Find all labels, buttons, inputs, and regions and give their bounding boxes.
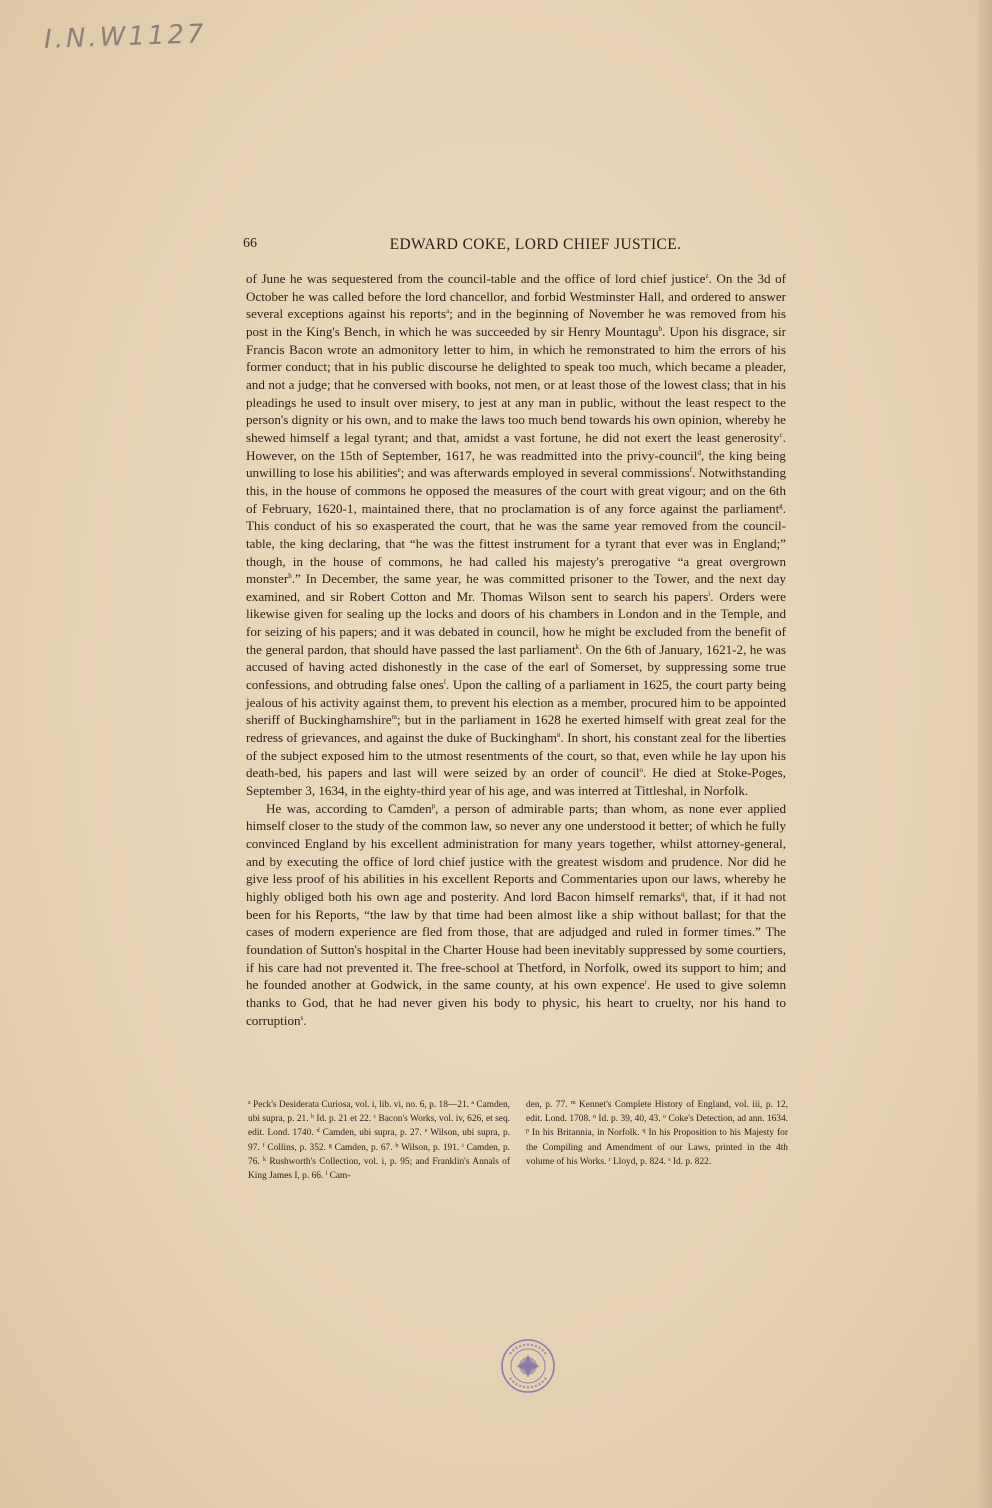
text-run: . He died at Stoke-Poges, September 3, 1634, in the eighty-third year of his age, and was interred at Tittleshal, in Norfolk. bbox=[246, 765, 786, 799]
text-run: ; and was afterwards employed in several commissions bbox=[400, 465, 690, 481]
footnote-marker: m bbox=[391, 713, 397, 722]
paragraph bbox=[246, 800, 786, 1030]
text-run: Camden, p. 76. bbox=[248, 1142, 511, 1167]
footnote-marker: q bbox=[681, 889, 685, 898]
footnote-marker: h bbox=[288, 572, 292, 581]
text-run: Kennet's Complete History of England, vol. iii, p. 12, edit. Lond. 1708. bbox=[526, 1100, 788, 1125]
footnote-marker: i bbox=[462, 1142, 464, 1149]
footnote-marker: l bbox=[325, 1171, 328, 1178]
text-run: Wilson, ubi supra, p. 97. bbox=[248, 1128, 510, 1153]
text-run: ; but in the parliament in 1628 he exerted himself with great zeal for the redress of grievances, and against the duke of Buckingham bbox=[246, 712, 786, 746]
footnote-marker: f bbox=[262, 1142, 265, 1149]
text-run: Camden, ubi supra, p. 21. bbox=[248, 1100, 510, 1125]
footnote-marker: m bbox=[570, 1100, 576, 1106]
footnote-marker: l bbox=[443, 678, 446, 687]
text-run: . This conduct of his so exasperated the court, that he was the same year removed from the council-table, the king declaring, that “he was the fittest instrument for a tyrant that ever was in England;” though, in the house of commons, he had called his majesty's prerogative “a great overgrown monster bbox=[246, 500, 786, 587]
footnote-marker: p bbox=[526, 1128, 529, 1135]
footnote-marker: g bbox=[328, 1142, 332, 1149]
text-run: Camden, ubi supra, p. 27. bbox=[319, 1128, 425, 1139]
footnote-marker: p bbox=[431, 801, 436, 810]
text-run: Bacon's Works, vol. iv, 626, et seq. edit. Lond. 1740. bbox=[248, 1114, 510, 1139]
footnote-marker: c bbox=[373, 1114, 377, 1121]
text-run: . However, on the 15th of September, 1617, he was readmitted into the privy-council bbox=[246, 429, 786, 463]
footnote-marker: s bbox=[668, 1156, 671, 1163]
text-run: , a person of admirable parts; than whom, as none ever applied himself closer to the study of the common law, so never any one understood it better; of which he fully convinced England by his excellent administration for many years together, whilst attorney-general, and by executing the office of lord chief justice with the greatest wisdom and prudence. Nor did he give less proof of his abilities in his excellent Reports and Commentaries upon our laws, whereby he highly obliged both his own age and posterity. And lord Bacon himself remarks bbox=[246, 800, 786, 904]
footnote-marker: r bbox=[644, 978, 648, 987]
text-run: Rushworth's Collection, vol. i, p. 95; and Franklin's Annals of King James I, p. 66. bbox=[248, 1156, 510, 1182]
text-run: Peck's Desiderata Curiosa, vol. i, lib. vi, no. 6, p. 18—21. bbox=[250, 1100, 472, 1110]
footnote-marker: g bbox=[779, 501, 783, 510]
footnote-marker: d bbox=[316, 1128, 320, 1135]
text-run: of June he was sequestered from the council-table and the office of lord chief justice bbox=[246, 271, 706, 286]
text-run: . On the 3d of October he was called before the lord chancellor, and forbid Westminster Hall, and ordered to answer several exceptions against his reports bbox=[246, 271, 786, 322]
footnotes bbox=[248, 1098, 788, 1183]
body-text bbox=[246, 270, 786, 1029]
text-run: ; and in the beginning of November he was removed from his post in the King's Bench, in which he was succeeded by sir Henry Mountagu bbox=[246, 306, 786, 339]
footnote-marker: e bbox=[424, 1128, 428, 1135]
text-run: In his Britannia, in Norfolk. bbox=[529, 1128, 643, 1139]
text-run: . Upon his disgrace, sir Francis Bacon wrote an admonitory letter to him, in which he remonstrated to him the errors of his former conduct; that in his public discourse he delighted to speak too much, which became a pleader, and not a judge; that he conversed with books, not men, or at least those of the lowest class; that in his pleadings he used to insult over misery, to jest at any man in public, without the least respect to the person's dignity or his own, and to make the laws too much bend towards his own opinion, whereby he shewed himself a legal tyrant; and that, amidst a vast fortune, he did not exert the least generosity bbox=[246, 323, 786, 445]
footnote-marker: n bbox=[592, 1114, 596, 1121]
text-run: Id. p. 822. bbox=[670, 1156, 712, 1167]
footnote-marker: o bbox=[639, 766, 644, 775]
footnote-marker: k bbox=[575, 642, 580, 651]
text-run: . He used to give solemn thanks to God, that he had never given his body to physic, his heart to cruelty, nor his hand to corruption bbox=[246, 977, 786, 1028]
text-run: Id. p. 39, 40, 43. bbox=[595, 1114, 664, 1125]
text-run: den, p. 77. bbox=[526, 1100, 571, 1110]
text-run: He was, according to Camden bbox=[266, 800, 432, 816]
page-header bbox=[243, 236, 788, 260]
footnote-marker: i bbox=[708, 589, 711, 598]
text-run: , that, if it had not been for his Reports, “the law by that time had been almost like a ship without ballast; for that the cases of modern experience are fled from those, that are adjudged and ruled in former times.” The foundation of Sutton's hospital in the Charter House had been inevitably suppressed by some courtiers, if his care had not prevented it. The free-school at Thetford, in Norfolk, owed its support to him; and he founded another at Godwick, in the same county, at his own expence bbox=[246, 888, 786, 993]
text-run: . Notwithstanding this, in the house of commons he opposed the measures of the court with great vigour; and on the 6th of February, 1620-1, maintained there, that no proclamation is of any force against the parliament bbox=[246, 465, 786, 516]
text-run: Camden, p. 67. bbox=[331, 1142, 396, 1153]
footnotes-left-column bbox=[248, 1098, 510, 1183]
text-run: , the king being unwilling to lose his abilities bbox=[246, 447, 786, 481]
footnote-marker: b bbox=[658, 324, 663, 333]
footnote-marker: h bbox=[395, 1142, 399, 1149]
footnote-marker: z bbox=[248, 1100, 251, 1106]
footnote-marker: c bbox=[779, 430, 783, 439]
text-run: Coke's Detection, ad ann. 1634. bbox=[666, 1114, 788, 1125]
footnote-marker: z bbox=[705, 272, 709, 280]
footnote-marker: r bbox=[608, 1156, 611, 1163]
footnote-marker: b bbox=[310, 1114, 314, 1121]
text-run: Cam- bbox=[327, 1171, 351, 1182]
text-run: . bbox=[303, 1012, 307, 1028]
text-run: Wilson, p. 191. bbox=[398, 1142, 463, 1153]
footnote-marker: n bbox=[556, 731, 561, 740]
running-title: EDWARD COKE, LORD CHIEF JUSTICE. bbox=[389, 236, 682, 253]
paragraph bbox=[246, 270, 786, 800]
text-run: . Upon the calling of a parliament in 1625, the court party being jealous of his activity against them, to prevent his election as a member, procured him to be appointed sheriff of Buckinghamshire bbox=[246, 677, 786, 728]
text-run: Lloyd, p. 824. bbox=[610, 1156, 669, 1167]
text-run: . On the 6th of January, 1621-2, he was accused of having acted dishonestly in the case of the earl of Somerset, by suppressing some true confessions, and obtruding false ones bbox=[246, 641, 786, 693]
text-run: .” In December, the same year, he was committed prisoner to the Tower, and the next day examined, and sir Robert Cotton and Mr. Thomas Wilson sent to search his papers bbox=[246, 571, 786, 604]
footnote-marker: f bbox=[689, 466, 693, 475]
footnote-marker: a bbox=[446, 307, 450, 316]
shelfmark-annotation: I.N.W1127 bbox=[43, 19, 208, 55]
page-edge bbox=[978, 0, 992, 1508]
footnote-marker: e bbox=[397, 466, 401, 475]
text-run: . In short, his constant zeal for the liberties of the subject exposed him to the utmost resentments of the court, so that, even while he lay upon his death-bed, his papers and last will were seized by an order of council bbox=[246, 730, 786, 781]
library-stamp-icon bbox=[496, 1334, 560, 1398]
text-run: Id. p. 21 et 22. bbox=[313, 1114, 374, 1125]
footnote-marker: o bbox=[663, 1114, 667, 1121]
footnote-marker: q bbox=[642, 1128, 646, 1135]
footnotes-right-column bbox=[526, 1098, 788, 1183]
footnote-marker: a bbox=[471, 1100, 475, 1106]
text-run: In his Proposition to his Majesty for the Compiling and Amendment of our Laws, printed in the 4th volume of his Works. bbox=[526, 1128, 788, 1167]
footnote-marker: k bbox=[263, 1156, 267, 1163]
footnote-marker: s bbox=[300, 1013, 304, 1022]
page-number: 66 bbox=[243, 236, 257, 251]
text-run: Collins, p. 352. bbox=[264, 1142, 329, 1153]
footnote-marker: d bbox=[697, 448, 701, 457]
text-run: . Orders were likewise given for sealing up the locks and doors of his chambers in London and in the Temple, and for seizing of his papers; and it was debated in council, how he might be excluded from the benefit of the general pardon, that should have passed the last parliament bbox=[246, 588, 786, 657]
